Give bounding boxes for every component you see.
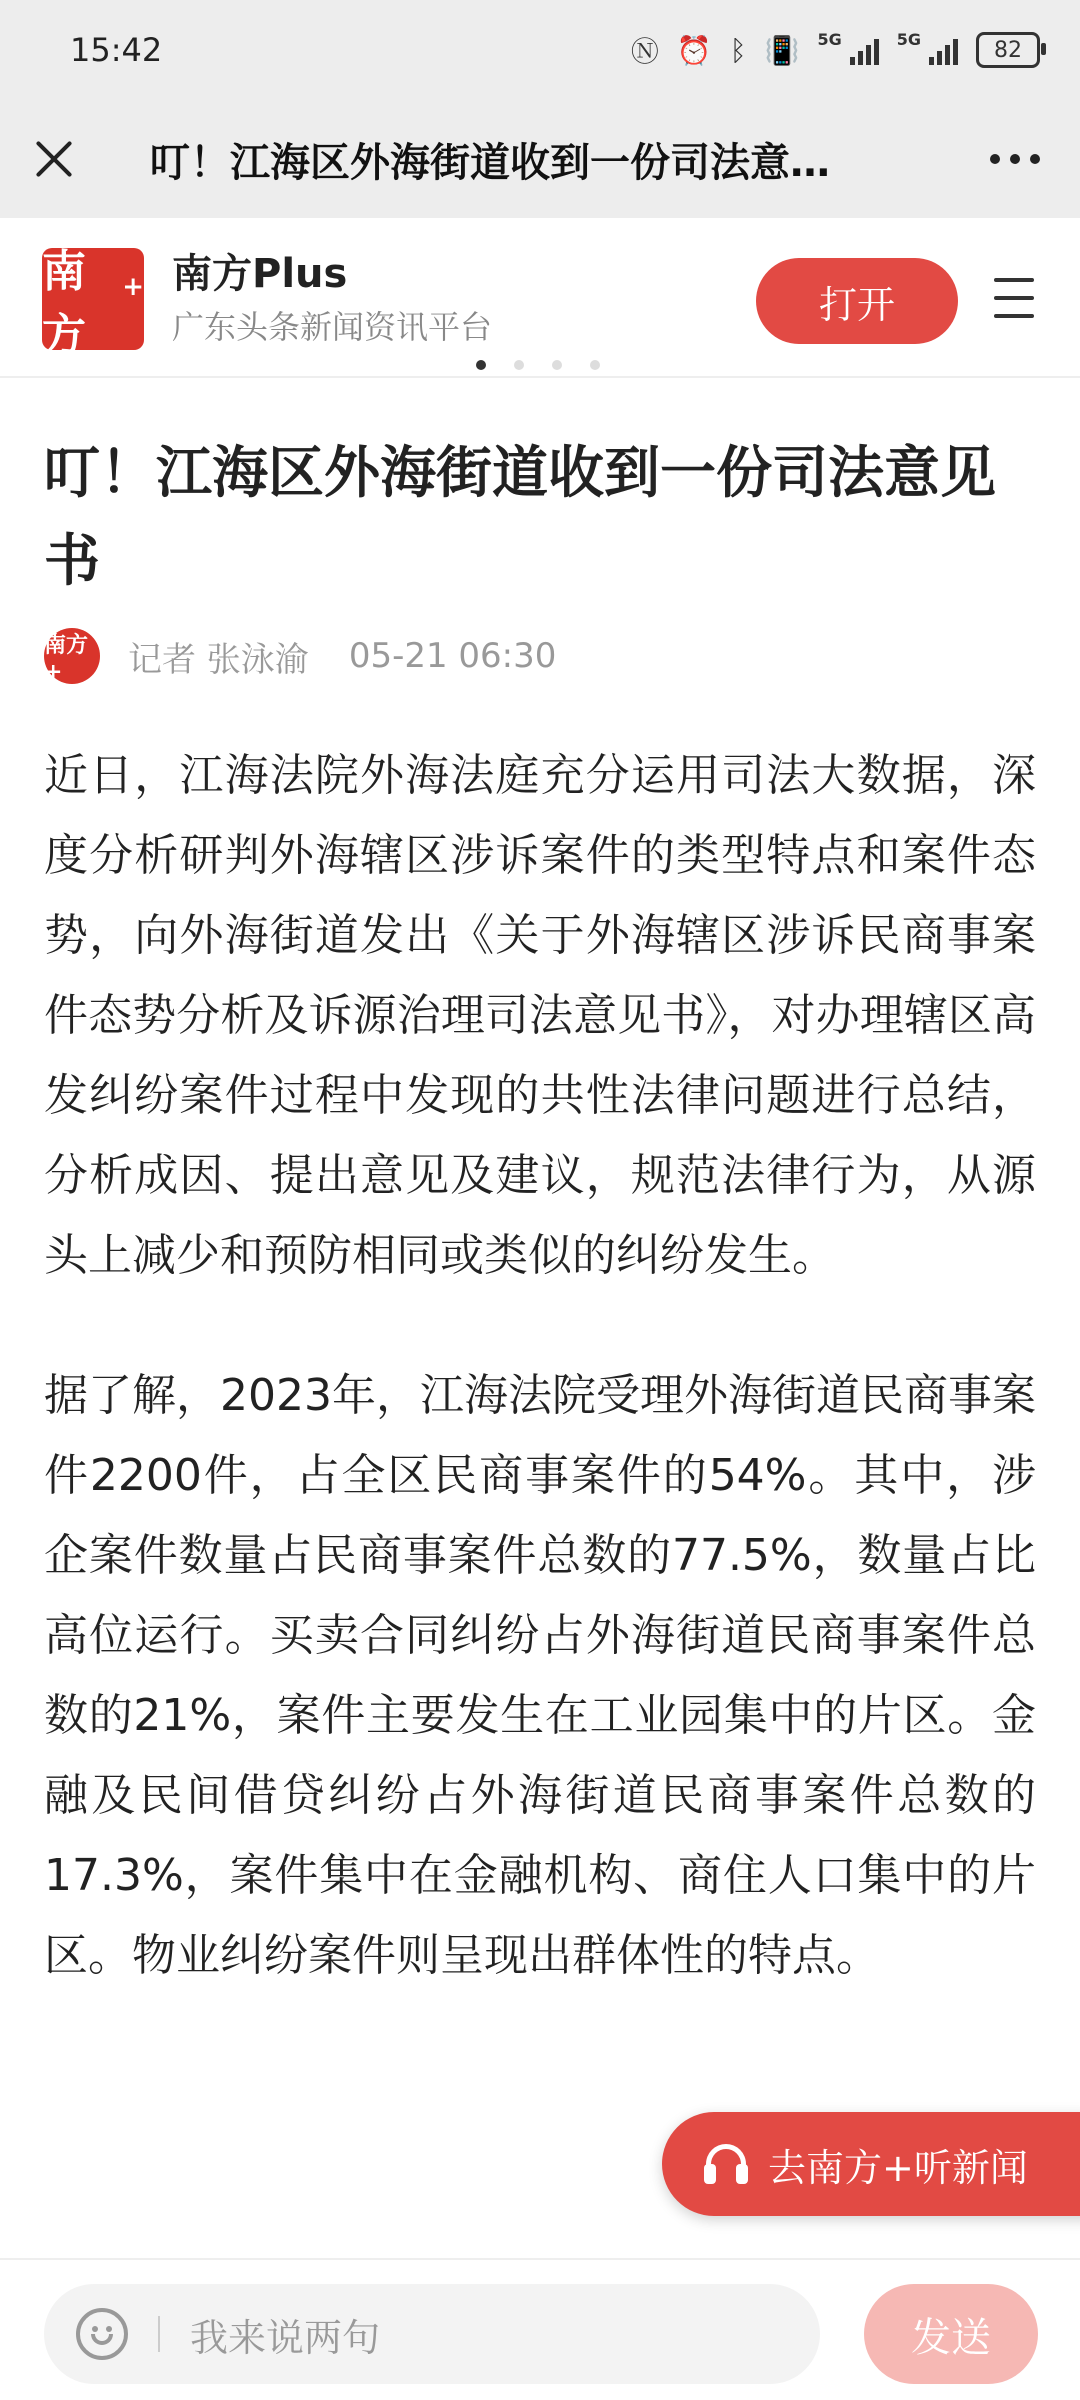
- listen-news-button[interactable]: [662, 2112, 1080, 2216]
- app-subtitle: 广东头条新闻资讯平台: [172, 308, 493, 346]
- title-bar: [0, 100, 1080, 218]
- alarm-icon: ⏰: [676, 33, 712, 67]
- listen-news-label: 去南方+听新闻: [768, 2145, 1028, 2190]
- carousel-dot: [514, 360, 524, 370]
- article-meta: [44, 626, 1036, 686]
- carousel-dot: [476, 360, 486, 370]
- carousel-indicator: [476, 360, 600, 370]
- open-app-button[interactable]: 打开: [756, 258, 958, 344]
- comment-placeholder: 我来说两句: [190, 2315, 381, 2360]
- author-avatar: 南方+: [44, 628, 100, 684]
- send-button[interactable]: 发送: [864, 2284, 1038, 2384]
- nfc-icon: Ⓝ: [630, 35, 659, 68]
- article: [44, 430, 1036, 1996]
- headphone-icon: [704, 2144, 748, 2184]
- comment-bar: [0, 2258, 1080, 2400]
- emoji-icon[interactable]: [76, 2308, 128, 2360]
- app-logo: 南方 +: [42, 246, 144, 361]
- article-headline: 叮！江海区外海街道收到一份司法意见书: [44, 441, 996, 594]
- battery-icon: 82: [976, 32, 1040, 68]
- article-paragraph: 近日，江海法院外海法庭充分运用司法大数据，深度分析研判外海辖区涉诉案件的类型特点和案件态势，向外海街道发出《关于外海辖区涉诉民商事案件态势分析及诉源治理司法意见书》，对办理辖区高发纠纷案件过程中发现的共性法律问题进行总结，分析成因、提出意见及建议，规范法律行为，从源头上减少和预防相同或类似的纠纷发生。: [44, 750, 1036, 1281]
- network-type-2: 5G: [896, 30, 921, 49]
- reporter-name: 记者 张泳渝: [128, 639, 309, 680]
- signal-icon-1: [850, 35, 879, 65]
- carousel-dot: [552, 360, 562, 370]
- article-paragraph: 据了解，2023年，江海法院受理外海街道民商事案件2200件，占全区民商事案件的54%。其中，涉企案件数量占民商事案件总数的77.5%，数量占比高位运行。买卖合同纠纷占外海街道民商事案件总数的21%，案件主要发生在工业园集中的片区。金融及民间借贷纠纷占外海街道民商事案件总数的17.3%，案件集中在金融机构、商住人口集中的片区。物业纠纷案件则呈现出群体性的特点。: [44, 1370, 1036, 1981]
- vibrate-icon: 📳: [764, 33, 800, 67]
- comment-input[interactable]: [44, 2284, 820, 2384]
- close-icon[interactable]: [30, 135, 78, 183]
- network-type-1: 5G: [817, 30, 842, 49]
- divider: [158, 2316, 160, 2352]
- app-name: 南方Plus: [172, 251, 348, 297]
- status-icons: [631, 30, 1040, 70]
- publish-date: 05-21 06:30: [348, 636, 557, 676]
- status-bar: [0, 0, 1080, 100]
- carousel-dot: [590, 360, 600, 370]
- app-banner: [0, 218, 1080, 378]
- more-options-icon[interactable]: [980, 144, 1050, 174]
- status-time: 15:42: [70, 31, 163, 69]
- bluetooth-icon: ᛒ: [729, 33, 747, 67]
- page-title: 叮！江海区外海街道收到一份司法意…: [150, 139, 830, 186]
- signal-icon-2: [929, 35, 958, 65]
- menu-icon[interactable]: [994, 278, 1034, 318]
